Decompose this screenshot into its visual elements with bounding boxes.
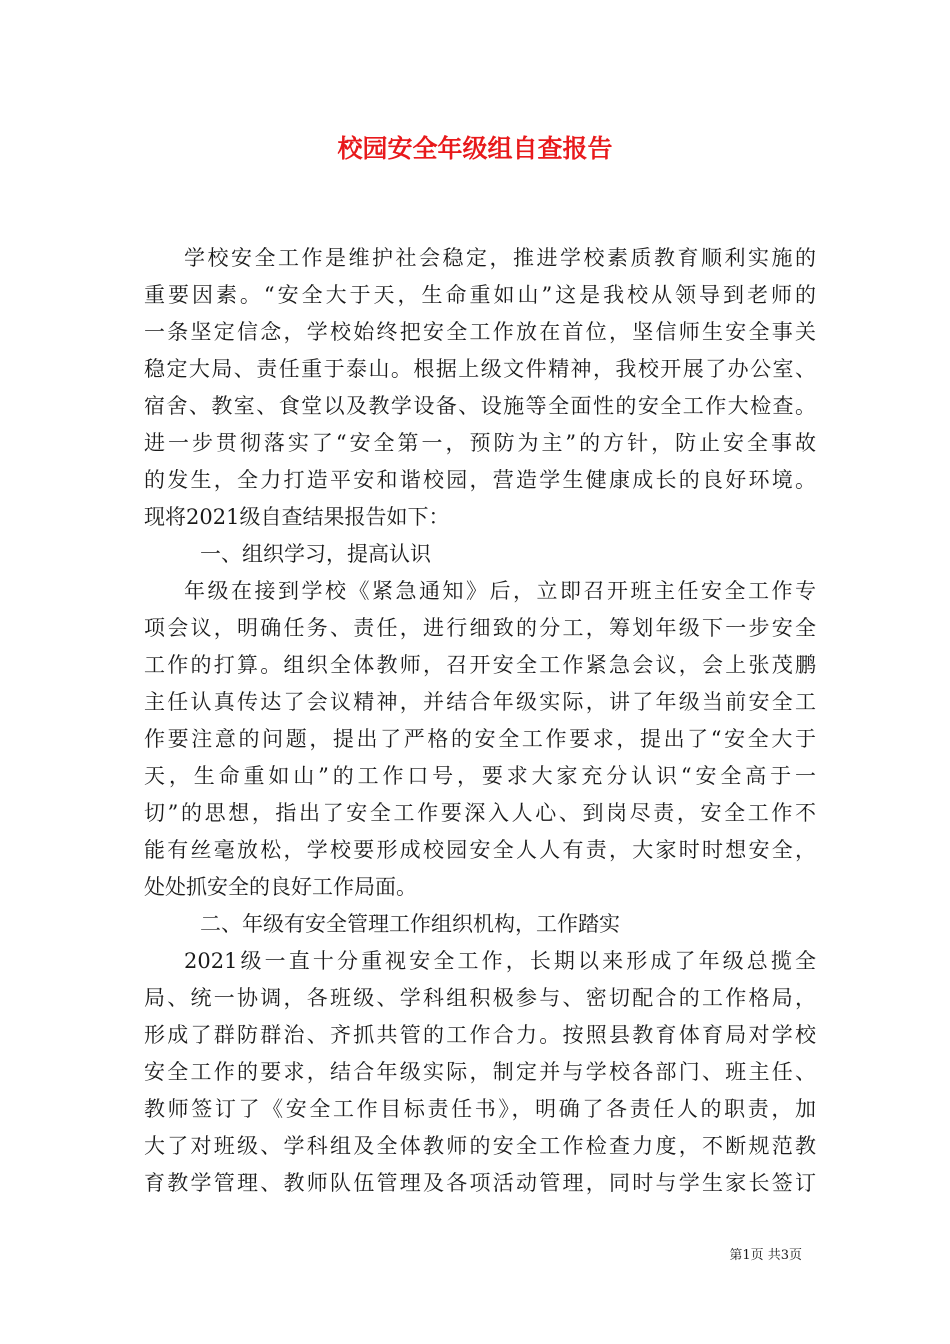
paragraph-line: 切”的思想，指出了安全工作要深入人心、到岗尽责，安全工作不 xyxy=(144,801,816,825)
paragraph-line: 能有丝毫放松，学校要形成校园安全人人有责，大家时时想安全， xyxy=(144,838,816,862)
paragraph-line: 一条坚定信念，学校始终把安全工作放在首位，坚信师生安全事关 xyxy=(144,320,816,344)
paragraph-line: 现将2021级自查结果报告如下： xyxy=(144,505,450,529)
paragraph-line: 年级在接到学校《紧急通知》后，立即召开班主任安全工作专 xyxy=(184,579,816,603)
paragraph-line: 作要注意的问题，提出了严格的安全工作要求，提出了“安全大于 xyxy=(144,727,816,751)
paragraph-line: 2021级一直十分重视安全工作，长期以来形成了年级总揽全 xyxy=(184,949,816,973)
paragraph-line: 工作的打算。组织全体教师，召开安全工作紧急会议，会上张茂鹏 xyxy=(144,653,816,677)
paragraph-line: 处处抓安全的良好工作局面。 xyxy=(144,875,417,899)
paragraph-line: 局、统一协调，各班级、学科组积极参与、密切配合的工作格局， xyxy=(144,986,816,1010)
paragraph-line: 项会议，明确任务、责任，进行细致的分工，筹划年级下一步安全 xyxy=(144,616,816,640)
paragraph-line: 安全工作的要求，结合年级实际，制定并与学校各部门、班主任、 xyxy=(144,1060,816,1084)
section-heading: 二、年级有安全管理工作组织机构，工作踏实 xyxy=(200,912,620,936)
document-body xyxy=(144,240,816,1202)
paragraph-line: 进一步贯彻落实了“安全第一，预防为主”的方针，防止安全事故 xyxy=(144,431,816,455)
paragraph-line: 天，生命重如山”的工作口号，要求大家充分认识“安全高于一 xyxy=(144,764,816,788)
page-number: 第1页 共3页 xyxy=(729,1248,802,1263)
paragraph-line: 宿舍、教室、食堂以及教学设备、设施等全面性的安全工作大检查。 xyxy=(144,394,816,418)
paragraph-line: 学校安全工作是维护社会稳定，推进学校素质教育顺利实施的 xyxy=(184,246,816,270)
paragraph-line: 重要因素。“安全大于天，生命重如山”这是我校从领导到老师的 xyxy=(144,283,816,307)
paragraph-line: 稳定大局、责任重于泰山。根据上级文件精神，我校开展了办公室、 xyxy=(144,357,816,381)
document-title: 校园安全年级组自查报告 xyxy=(337,134,613,163)
paragraph-line: 的发生，全力打造平安和谐校园，营造学生健康成长的良好环境。 xyxy=(144,468,816,492)
paragraph-line: 育教学管理、教师队伍管理及各项活动管理，同时与学生家长签订 xyxy=(144,1171,816,1195)
paragraph-line: 大了对班级、学科组及全体教师的安全工作检查力度，不断规范教 xyxy=(144,1134,816,1158)
paragraph-line: 教师签订了《安全工作目标责任书》，明确了各责任人的职责，加 xyxy=(144,1097,816,1121)
paragraph-line: 主任认真传达了会议精神，并结合年级实际，讲了年级当前安全工 xyxy=(144,690,816,714)
section-heading: 一、组织学习，提高认识 xyxy=(200,542,431,566)
paragraph-line: 形成了群防群治、齐抓共管的工作合力。按照县教育体育局对学校 xyxy=(144,1023,816,1047)
